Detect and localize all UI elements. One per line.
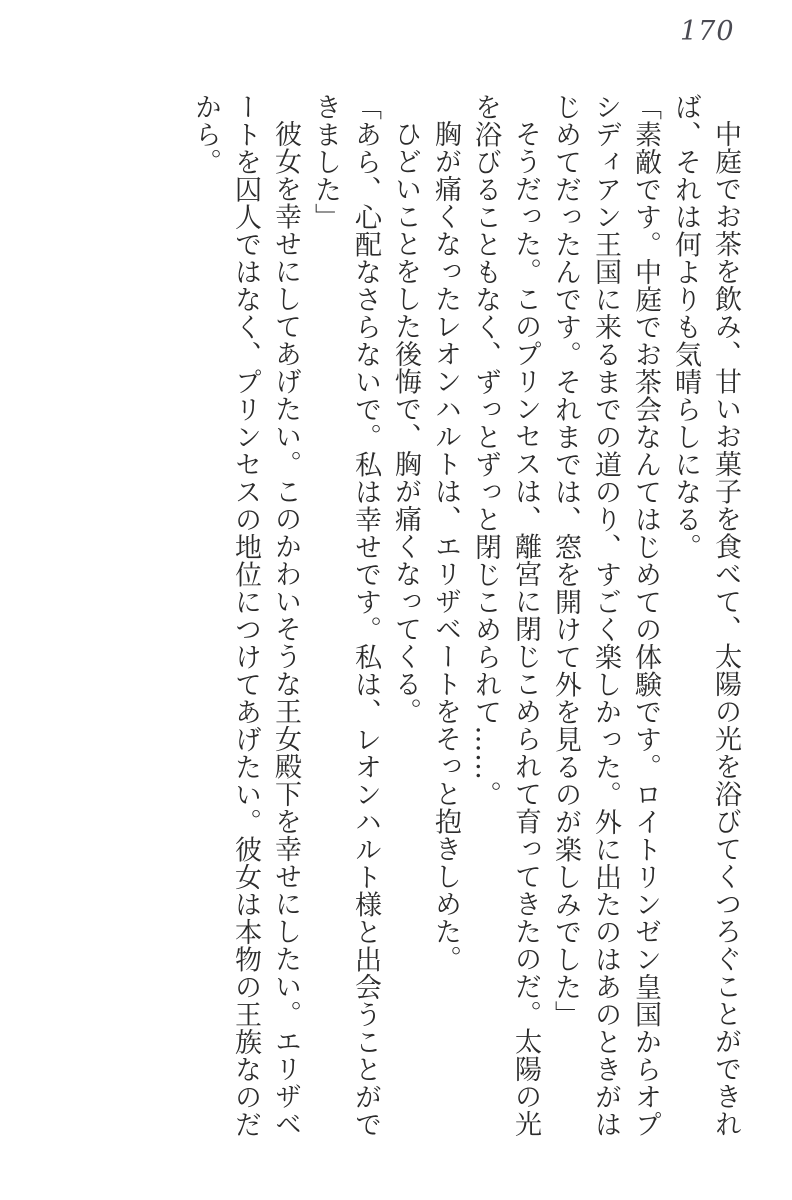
text-line-1: 中庭でお茶を飲み、甘いお菓子を食べて、太陽の光を浴びてくつろぐことができれ xyxy=(710,120,741,1138)
text-line-14: から。 xyxy=(190,93,221,176)
text-line-7: を浴びることもなく、ずっとずっと閉じこめられて……。 xyxy=(470,93,501,808)
text-line-8: 胸が痛くなったレオンハルトは、エリザベートをそっと抱きしめた。 xyxy=(430,120,461,973)
text-line-5: じめてだったんです。それまでは、窓を開けて外を見るのが楽しみでした」 xyxy=(550,93,581,1028)
text-line-10: 「あら、心配なさらないで。私は幸せです。私は、レオンハルト様と出会うことがで xyxy=(350,93,381,1138)
text-line-2: ば、それは何よりも気晴らしになる。 xyxy=(670,93,701,561)
text-line-13: ートを囚人ではなく、プリンセスの地位につけてあげたい。彼女は本物の王族なのだ xyxy=(230,93,261,1138)
text-line-6: そうだった。このプリンセスは、離宮に閉じこめられて育ってきたのだ。太陽の光 xyxy=(510,120,541,1138)
text-line-4: シディアン王国に来るまでの道のり、すごく楽しかった。外に出たのはあのときがは xyxy=(590,93,621,1138)
vertical-text-block xyxy=(185,93,745,1143)
text-line-9: ひどいことをした後悔で、胸が痛くなってくる。 xyxy=(390,120,421,725)
text-line-12: 彼女を幸せにしてあげたい。このかわいそうな王女殿下を幸せにしたい。エリザベ xyxy=(270,120,301,1138)
text-line-11: きました」 xyxy=(310,93,341,231)
page-number: 170 xyxy=(680,16,735,47)
text-line-3: 「素敵です。中庭でお茶会なんてはじめての体験です。ロイトリンゼン皇国からオプ xyxy=(630,93,661,1138)
